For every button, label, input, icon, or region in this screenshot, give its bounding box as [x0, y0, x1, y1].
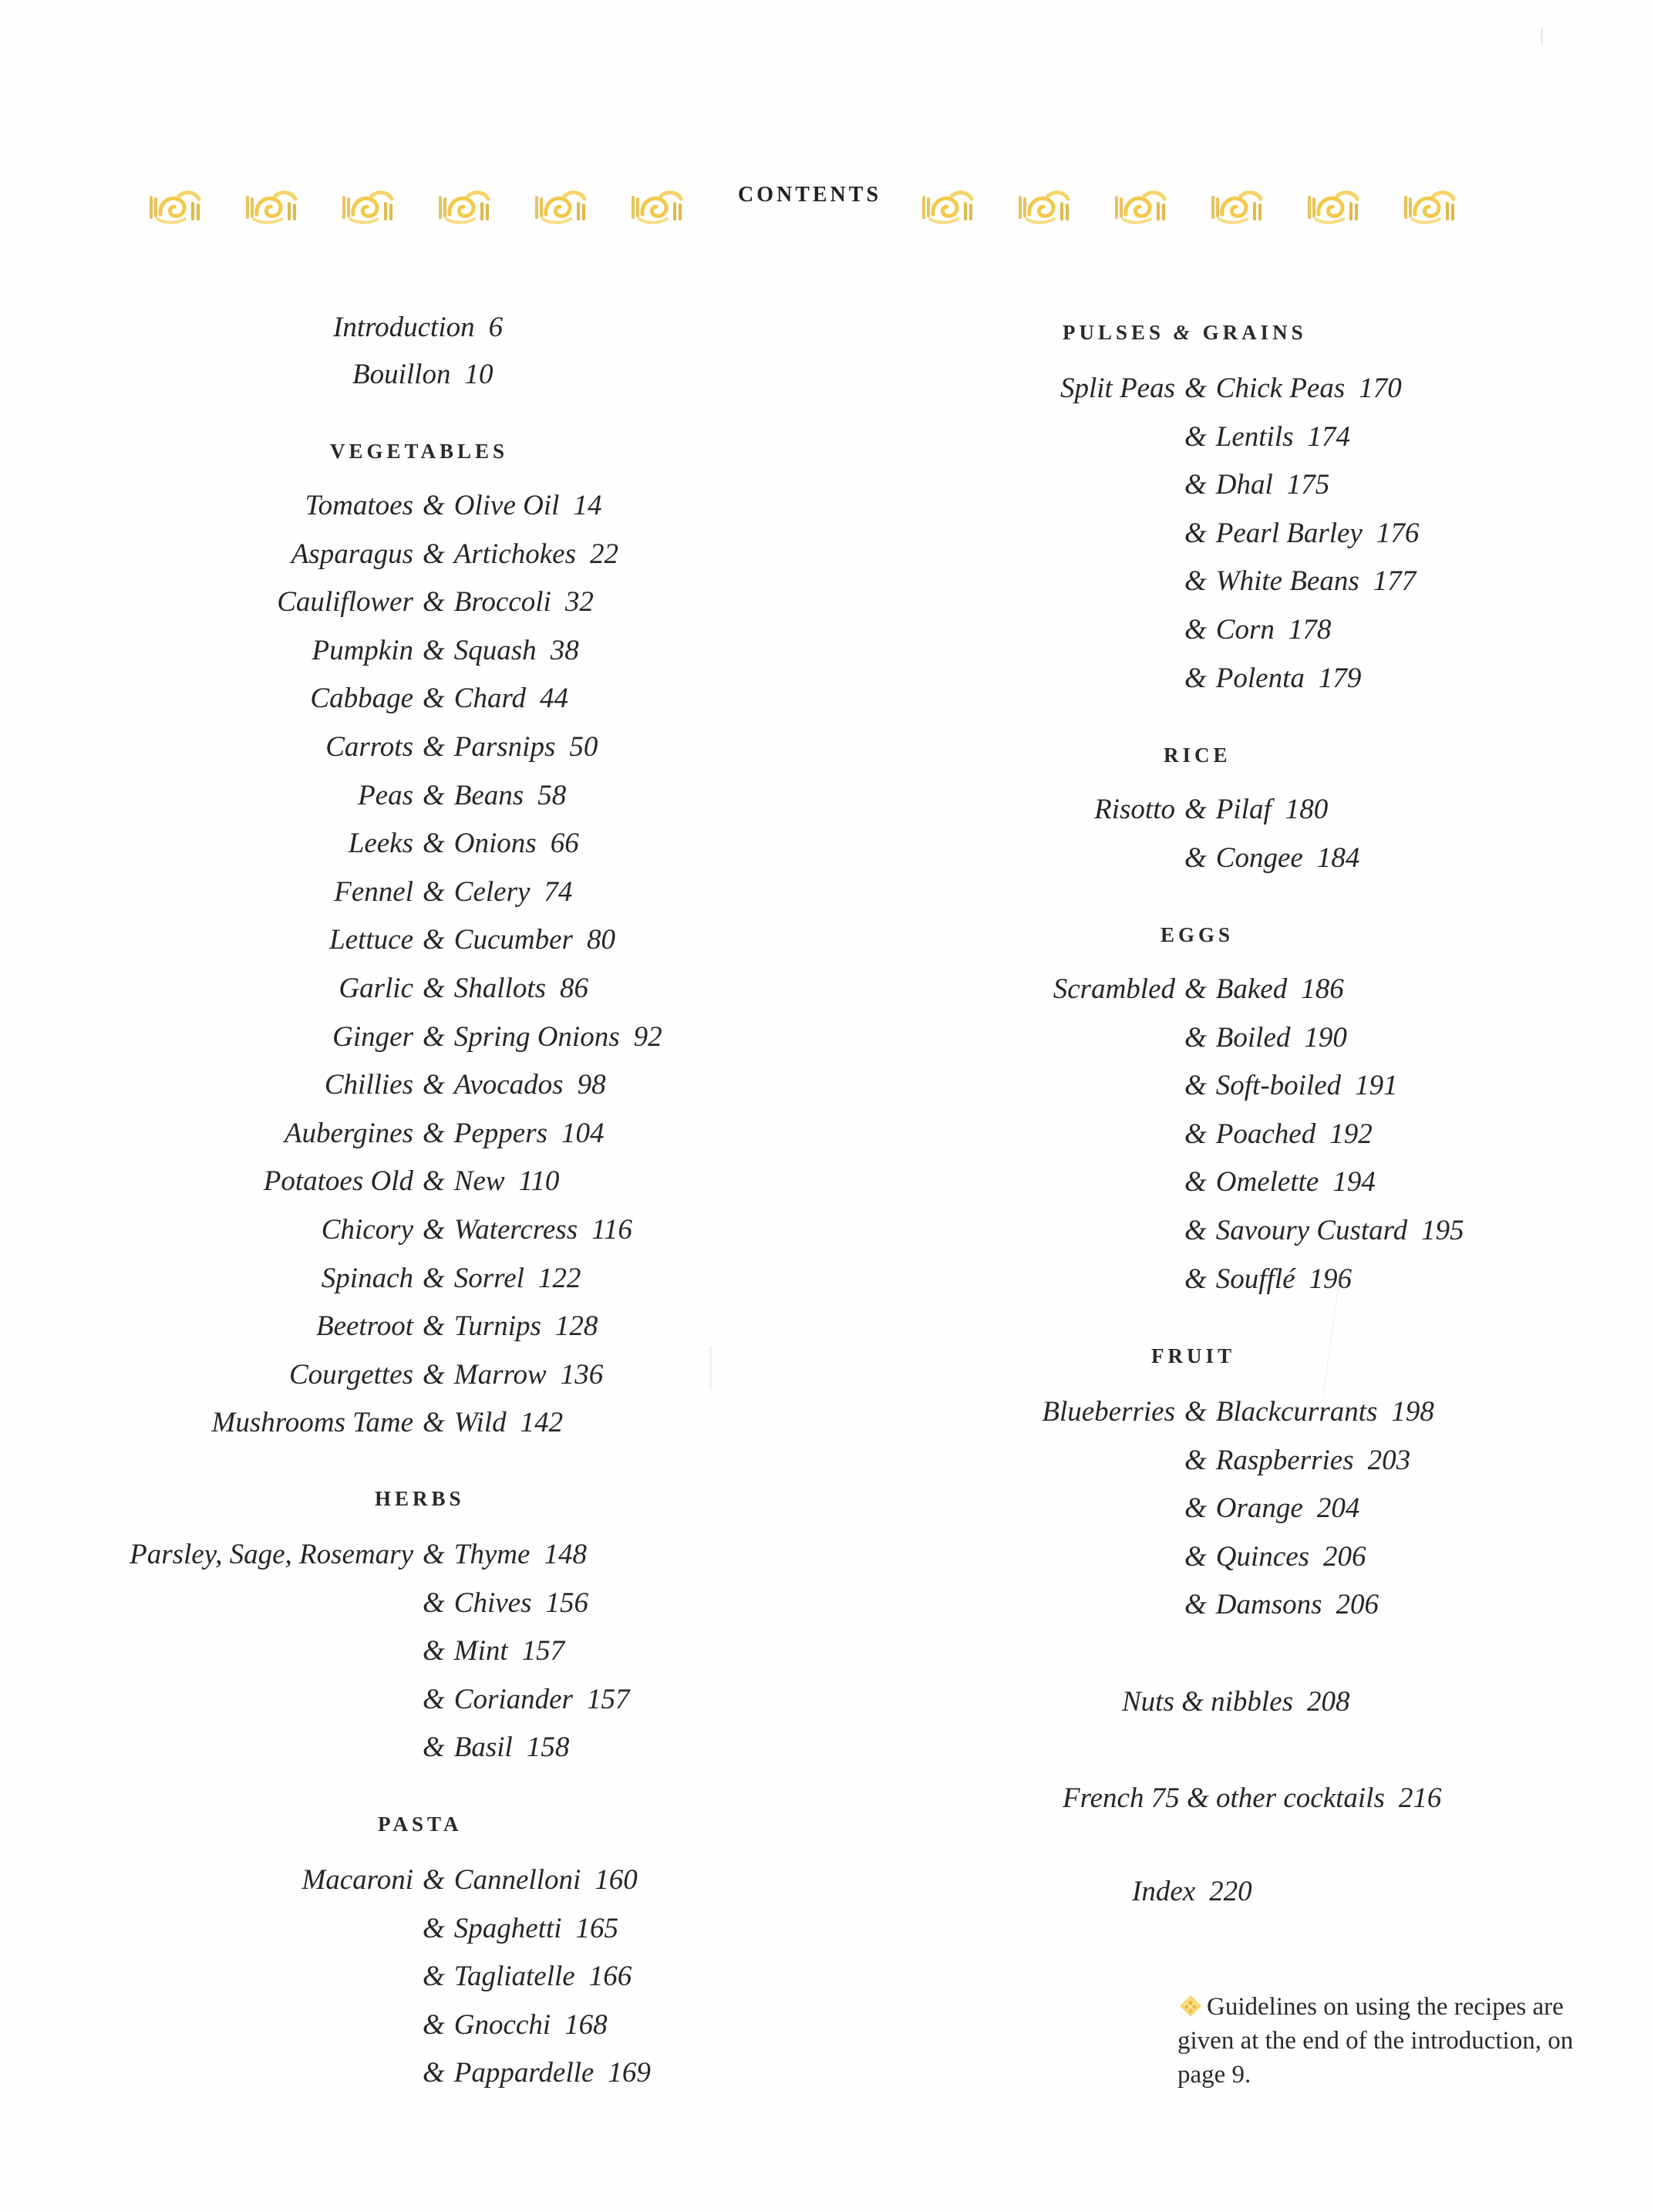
toc-entry[interactable]	[211, 1404, 564, 1442]
gold-scroll-ornament-icon	[1207, 184, 1267, 230]
gold-scroll-ornament-icon	[338, 184, 398, 230]
ampersand: &	[1184, 565, 1207, 598]
entry-prefix: Garlic	[339, 973, 413, 1004]
entry-prefix: Cabbage	[310, 683, 413, 715]
entry-prefix: Chicory	[321, 1214, 413, 1246]
entry-label: Raspberries	[1215, 1444, 1354, 1476]
note-text: Guidelines on using the recipes are given at the end of the introduction, on page 9.	[1177, 1993, 1574, 2089]
entry-page: 142	[520, 1407, 564, 1439]
ampersand: &	[1184, 1118, 1207, 1150]
gold-scroll-ornament-icon	[627, 184, 687, 230]
entry-prefix: Potatoes Old	[263, 1165, 413, 1198]
entry-prefix: Leeks	[348, 828, 413, 860]
ampersand: &	[423, 2057, 445, 2089]
entry-label: Congee	[1215, 841, 1303, 874]
ampersand: &	[1184, 1070, 1207, 1102]
entry-prefix: Chillies	[324, 1069, 413, 1101]
toc-entry[interactable]	[1184, 1115, 1373, 1154]
entry-page: 136	[560, 1358, 604, 1391]
ampersand: &	[423, 1214, 445, 1246]
entry-label: Pilaf	[1215, 794, 1272, 825]
ampersand: &	[423, 1864, 445, 1896]
entry-label: Boiled	[1215, 1021, 1291, 1054]
entry-page: 198	[1391, 1396, 1434, 1428]
entry-prefix: Fennel	[334, 875, 413, 908]
entry-label: Nuts & nibbles	[1122, 1686, 1294, 1718]
entry-page: 176	[1376, 517, 1420, 549]
toc-entry[interactable]	[1059, 369, 1402, 408]
toc-entry[interactable]	[423, 2054, 651, 2092]
gold-scroll-ornament-icon	[1110, 184, 1171, 230]
section-heading-pasta: PASTA	[378, 1812, 463, 1836]
ampersand: &	[423, 1117, 445, 1149]
entry-page: 220	[1209, 1876, 1252, 1907]
toc-entry[interactable]	[1184, 611, 1331, 649]
entry-label: Cannelloni	[453, 1864, 581, 1896]
entry-prefix: Risotto	[1094, 794, 1175, 825]
section-heading-fruit: FRUIT	[1151, 1344, 1236, 1367]
entry-page: 98	[577, 1069, 606, 1101]
toc-entry[interactable]	[1184, 1489, 1359, 1528]
entry-label: Baked	[1215, 973, 1288, 1005]
entry-label: Quinces	[1215, 1540, 1310, 1573]
entry-label: Chick Peas	[1215, 373, 1346, 404]
ampersand: &	[1184, 1215, 1207, 1246]
page-title: CONTENTS	[737, 183, 882, 207]
entry-page: 179	[1318, 662, 1362, 694]
gold-scroll-ornament-icon	[1400, 184, 1460, 230]
toc-entry[interactable]	[312, 632, 579, 670]
entry-page: 14	[573, 490, 602, 521]
entry-page: 186	[1301, 973, 1344, 1005]
toc-entry[interactable]	[423, 1681, 629, 1719]
entry-page: 196	[1309, 1263, 1353, 1295]
entry-page: 168	[564, 2008, 608, 2041]
entry-label: New	[453, 1165, 505, 1198]
ampersand: &	[1184, 1589, 1207, 1621]
entry-label: Damsons	[1215, 1589, 1322, 1621]
toc-entry-cocktails[interactable]	[1063, 1779, 1441, 1818]
ampersand: &	[423, 1961, 445, 1993]
entry-label: Cucumber	[453, 924, 573, 956]
entry-prefix: Blueberries	[1042, 1396, 1175, 1428]
toc-entry[interactable]	[423, 1728, 569, 1767]
entry-page: 166	[588, 1961, 632, 1993]
toc-entry[interactable]	[1042, 1393, 1434, 1431]
entry-prefix: Cauliflower	[277, 586, 413, 619]
entry-label: Savoury Custard	[1215, 1215, 1408, 1246]
ampersand: &	[1184, 373, 1207, 404]
entry-label: Lentils	[1215, 420, 1294, 453]
ampersand: &	[423, 924, 445, 956]
guidelines-note	[1177, 1990, 1578, 2092]
ampersand: &	[1184, 1492, 1207, 1525]
entry-page: 157	[521, 1635, 565, 1667]
entry-prefix: Peas	[358, 779, 413, 811]
entry-page: 178	[1288, 614, 1332, 646]
toc-entry[interactable]	[423, 1632, 564, 1671]
toc-entry[interactable]	[1184, 1538, 1366, 1576]
entry-label: Celery	[453, 875, 531, 908]
ampersand: &	[423, 1587, 445, 1619]
ampersand: &	[423, 490, 445, 521]
toc-entry[interactable]	[324, 1066, 606, 1104]
ampersand: &	[1184, 1396, 1207, 1428]
entry-label: Watercress	[453, 1214, 578, 1246]
entry-label: Soufflé	[1215, 1263, 1295, 1295]
entry-label: Beans	[453, 779, 524, 811]
toc-entry[interactable]	[1184, 1442, 1410, 1480]
toc-entry[interactable]	[1053, 970, 1344, 1009]
entry-page: 204	[1316, 1492, 1360, 1525]
toc-entry[interactable]	[1184, 1586, 1379, 1624]
ampersand: &	[423, 683, 445, 715]
entry-page: 206	[1323, 1540, 1366, 1573]
toc-entry[interactable]	[1184, 839, 1359, 878]
section-heading-vegetables: VEGETABLES	[330, 440, 509, 463]
toc-entry[interactable]	[277, 583, 594, 622]
entry-label: Parsnips	[453, 731, 556, 763]
entry-page: 148	[544, 1539, 587, 1570]
ampersand: &	[1184, 614, 1207, 646]
entry-page: 38	[550, 634, 579, 666]
ampersand: &	[423, 1262, 445, 1294]
gold-scroll-ornament-icon	[241, 184, 301, 230]
entry-prefix: Spinach	[321, 1262, 413, 1294]
entry-label: Wild	[453, 1407, 507, 1439]
entry-page: 169	[608, 2057, 651, 2089]
entry-label: Dhal	[1215, 469, 1273, 501]
ampersand: &	[423, 779, 445, 811]
toc-entry[interactable]	[329, 921, 615, 959]
entry-page: 192	[1329, 1118, 1373, 1150]
ampersand: &	[1184, 794, 1207, 825]
entry-page: 195	[1421, 1215, 1464, 1246]
section-heading-rice: RICE	[1164, 744, 1231, 767]
entry-page: 184	[1316, 841, 1360, 874]
toc-entry[interactable]	[284, 1114, 605, 1153]
toc-entry[interactable]	[305, 487, 602, 525]
entry-page: 58	[537, 779, 567, 811]
entry-label: Onions	[453, 828, 537, 860]
entry-page: 160	[595, 1864, 638, 1896]
entry-label: Chives	[453, 1587, 532, 1619]
entry-prefix: Ginger	[332, 1020, 413, 1053]
ampersand: &	[423, 1539, 445, 1570]
entry-prefix: Beetroot	[315, 1310, 413, 1343]
entry-page: 177	[1373, 565, 1417, 598]
gold-scroll-ornament-icon	[145, 184, 205, 230]
ampersand: &	[423, 586, 445, 619]
entry-page: 175	[1286, 469, 1330, 501]
entry-prefix: Asparagus	[291, 538, 413, 570]
entry-label: Artichokes	[453, 538, 577, 570]
entry-label: Spaghetti	[453, 1912, 562, 1944]
section-heading-eggs: EGGS	[1160, 923, 1235, 946]
entry-prefix: Split Peas	[1059, 373, 1175, 404]
ampersand: &	[1184, 1540, 1207, 1573]
entry-page: 80	[586, 924, 615, 956]
toc-entry[interactable]	[1184, 1019, 1347, 1057]
gold-diamond-ornament-icon	[1177, 1993, 1204, 2016]
toc-entry[interactable]	[358, 777, 567, 815]
entry-prefix: Parsley, Sage, Rosemary	[130, 1539, 413, 1570]
ampersand: &	[423, 1683, 445, 1715]
entry-label: Bouillon	[352, 359, 451, 390]
gold-scroll-ornament-icon	[1303, 184, 1363, 230]
toc-entry[interactable]	[1184, 562, 1416, 601]
ampersand: &	[1184, 469, 1207, 501]
entry-page: 158	[526, 1731, 570, 1764]
entry-label: Polenta	[1215, 662, 1305, 694]
scan-mark	[1541, 28, 1543, 45]
ampersand: &	[1184, 420, 1207, 453]
ampersand: &	[423, 1635, 445, 1667]
entry-prefix: Mushrooms Tame	[211, 1407, 413, 1439]
ampersand: &	[423, 1912, 445, 1944]
toc-entry[interactable]	[310, 679, 568, 718]
entry-label: Chard	[453, 683, 526, 715]
entry-label: Tagliatelle	[453, 1961, 575, 1993]
ampersand: &	[423, 1310, 445, 1343]
ampersand: &	[1184, 1444, 1207, 1476]
entry-page: 22	[590, 538, 619, 570]
toc-entry[interactable]	[332, 1018, 662, 1057]
toc-entry[interactable]	[1184, 418, 1350, 457]
entry-label: Marrow	[453, 1358, 547, 1391]
entry-page: 190	[1304, 1021, 1347, 1054]
entry-prefix: Macaroni	[301, 1864, 413, 1896]
entry-page: 157	[586, 1683, 630, 1715]
entry-prefix: Courgettes	[288, 1358, 413, 1391]
entry-prefix: Scrambled	[1053, 973, 1175, 1005]
entry-page: 10	[464, 359, 494, 390]
entry-prefix: Lettuce	[329, 924, 413, 956]
entry-label: Sorrel	[453, 1262, 524, 1294]
entry-label: Poached	[1215, 1118, 1316, 1150]
entry-label: French 75 & other cocktails	[1063, 1782, 1385, 1814]
toc-entry[interactable]	[423, 1584, 588, 1623]
toc-entry[interactable]	[334, 873, 573, 912]
gold-scroll-ornament-icon	[1014, 184, 1074, 230]
ampersand: &	[423, 1358, 445, 1391]
entry-page: 194	[1332, 1166, 1376, 1199]
entry-label: Basil	[453, 1731, 513, 1764]
entry-label: Pappardelle	[453, 2057, 595, 2089]
toc-entry-index[interactable]	[1132, 1873, 1252, 1911]
toc-entry[interactable]	[301, 1861, 638, 1900]
entry-label: Soft-boiled	[1215, 1070, 1342, 1102]
entry-label: Peppers	[453, 1117, 548, 1149]
entry-label: Broccoli	[453, 586, 551, 619]
ampersand: &	[1184, 841, 1207, 874]
entry-label: Gnocchi	[453, 2008, 551, 2041]
ampersand: &	[1184, 1021, 1207, 1054]
entry-page: 203	[1367, 1444, 1411, 1476]
ampersand: &	[423, 538, 445, 570]
toc-entry[interactable]	[423, 2006, 608, 2045]
section-heading-pulses-grains: PULSES & GRAINS	[1063, 321, 1307, 344]
toc-entry[interactable]	[423, 1957, 632, 1996]
entry-label: Corn	[1215, 614, 1275, 646]
gold-scroll-ornament-icon	[531, 184, 591, 230]
entry-page: 191	[1355, 1070, 1398, 1102]
entry-page: 92	[633, 1020, 662, 1053]
entry-page: 122	[537, 1262, 581, 1294]
toc-entry[interactable]	[263, 1162, 560, 1201]
entry-label: Olive Oil	[453, 490, 560, 521]
entry-page: 174	[1307, 420, 1351, 453]
entry-page: 170	[1359, 373, 1402, 404]
ampersand: &	[1173, 321, 1194, 344]
ampersand: &	[423, 1020, 445, 1053]
scan-mark	[709, 1346, 712, 1388]
entry-label: Avocados	[453, 1069, 564, 1101]
entry-prefix: Pumpkin	[312, 634, 413, 666]
entry-label: Spring Onions	[453, 1020, 620, 1053]
toc-entry[interactable]	[321, 1259, 581, 1298]
entry-page: 156	[545, 1587, 588, 1619]
ampersand: &	[423, 828, 445, 860]
entry-label: Thyme	[453, 1539, 531, 1570]
entry-label: Mint	[453, 1635, 508, 1667]
gold-scroll-ornament-icon	[918, 184, 978, 230]
entry-page: 208	[1307, 1686, 1350, 1718]
entry-label: Omelette	[1215, 1166, 1319, 1199]
gold-scroll-ornament-icon	[434, 184, 494, 230]
toc-entry[interactable]	[315, 1307, 598, 1346]
toc-entry[interactable]	[423, 1910, 618, 1948]
ampersand: &	[423, 1069, 445, 1101]
entry-prefix: Aubergines	[284, 1117, 413, 1149]
ampersand: &	[423, 973, 445, 1004]
toc-entry[interactable]	[325, 728, 598, 767]
entry-page: 216	[1398, 1782, 1442, 1814]
ampersand: &	[423, 731, 445, 763]
entry-page: 180	[1285, 794, 1329, 825]
toc-entry[interactable]	[130, 1536, 587, 1574]
entry-label: Index	[1132, 1876, 1196, 1907]
toc-entry[interactable]	[1184, 1260, 1352, 1299]
entry-page: 110	[518, 1165, 560, 1198]
toc-entry-bouillon[interactable]	[352, 356, 493, 394]
entry-page: 165	[575, 1912, 619, 1944]
toc-entry[interactable]	[1184, 1067, 1398, 1105]
entry-label: Orange	[1215, 1492, 1303, 1525]
entry-page: 6	[488, 312, 504, 343]
toc-entry[interactable]	[1184, 466, 1329, 504]
toc-entry[interactable]	[1184, 659, 1361, 698]
toc-entry[interactable]	[1184, 514, 1419, 553]
entry-page: 86	[560, 973, 589, 1004]
entry-page: 116	[591, 1214, 632, 1246]
toc-entry[interactable]	[339, 969, 589, 1008]
entry-page: 44	[540, 683, 568, 715]
ampersand: &	[1184, 1166, 1207, 1199]
ampersand: &	[423, 1407, 445, 1439]
entry-label: Coriander	[453, 1683, 573, 1715]
entry-page: 74	[544, 875, 573, 908]
entry-label: White Beans	[1215, 565, 1359, 598]
ampersand: &	[1184, 517, 1207, 549]
toc-entry[interactable]	[321, 1211, 632, 1249]
section-heading-herbs: HERBS	[375, 1487, 465, 1510]
entry-label: Shallots	[453, 973, 547, 1004]
entry-label: Introduction	[333, 312, 475, 343]
toc-entry[interactable]	[1184, 1163, 1376, 1202]
entry-prefix: Carrots	[325, 731, 413, 763]
toc-entry[interactable]	[291, 535, 619, 574]
entry-page: 206	[1336, 1589, 1379, 1621]
toc-entry-nuts-nibbles[interactable]	[1122, 1683, 1350, 1721]
ampersand: &	[423, 875, 445, 908]
entry-label: Pearl Barley	[1215, 517, 1363, 549]
ampersand: &	[1184, 973, 1207, 1005]
entry-page: 128	[554, 1310, 598, 1343]
toc-entry[interactable]	[1184, 1212, 1464, 1250]
ampersand: &	[1184, 662, 1207, 694]
ampersand: &	[1184, 1263, 1207, 1295]
entry-page: 50	[569, 731, 598, 763]
entry-prefix: Tomatoes	[305, 490, 413, 521]
entry-page: 32	[564, 586, 594, 619]
ampersand: &	[423, 1165, 445, 1198]
toc-entry[interactable]	[1094, 791, 1329, 829]
entry-label: Blackcurrants	[1215, 1396, 1378, 1428]
entry-label: Turnips	[453, 1310, 541, 1343]
entry-page: 104	[561, 1117, 605, 1149]
entry-label: Squash	[453, 634, 537, 666]
ampersand: &	[423, 1731, 445, 1764]
toc-entry[interactable]	[288, 1356, 604, 1394]
toc-entry-introduction[interactable]	[333, 309, 503, 347]
ampersand: &	[423, 2008, 445, 2041]
toc-entry[interactable]	[348, 824, 579, 863]
ampersand: &	[423, 634, 445, 666]
entry-page: 66	[550, 828, 579, 860]
